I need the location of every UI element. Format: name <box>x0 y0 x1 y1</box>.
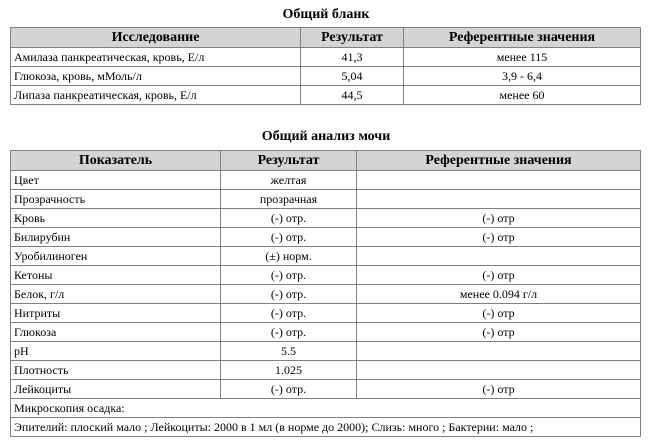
row-result: (-) отр. <box>221 323 357 342</box>
header-result: Результат <box>221 151 357 171</box>
table-row <box>11 342 641 361</box>
microscopy-text-row <box>11 418 641 437</box>
microscopy-text: Эпителий: плоский мало ; Лейкоциты: 2000 в 1 мл (в норме до 2000); Слизь: много ; Бактерии: мало ; <box>11 418 641 437</box>
row-reference <box>357 190 641 209</box>
row-name: Амилаза панкреатическая, кровь, Е/л <box>11 48 301 67</box>
microscopy-label-row <box>11 399 641 418</box>
row-reference <box>357 171 641 190</box>
header-reference: Референтные значения <box>357 151 641 171</box>
row-reference: менее 115 <box>404 48 641 67</box>
row-reference <box>357 361 641 380</box>
row-name: Липаза панкреатическая, кровь, Е/л <box>11 86 301 105</box>
row-name: Кровь <box>11 209 221 228</box>
row-reference: (-) отр <box>357 228 641 247</box>
table-row <box>11 380 641 399</box>
row-reference: (-) отр <box>357 323 641 342</box>
row-result: (±) норм. <box>221 247 357 266</box>
row-result: (-) отр. <box>221 304 357 323</box>
header-result: Результат <box>301 28 404 48</box>
urine-header-row <box>11 151 641 171</box>
table-row <box>11 209 641 228</box>
table-row <box>11 190 641 209</box>
row-name: Кетоны <box>11 266 221 285</box>
row-reference: 3,9 - 6,4 <box>404 67 641 86</box>
general-title: Общий бланк <box>282 7 370 22</box>
row-name: Лейкоциты <box>11 380 221 399</box>
row-reference: менее 60 <box>404 86 641 105</box>
table-row <box>11 86 641 105</box>
row-result: (-) отр. <box>221 209 357 228</box>
row-result: (-) отр. <box>221 266 357 285</box>
row-result: желтая <box>221 171 357 190</box>
row-name: Билирубин <box>11 228 221 247</box>
row-reference: менее 0.094 г/л <box>357 285 641 304</box>
row-name: Глюкоза, кровь, мМоль/л <box>11 67 301 86</box>
table-row <box>11 323 641 342</box>
row-name: Плотность <box>11 361 221 380</box>
row-result: (-) отр. <box>221 228 357 247</box>
table-row <box>11 48 641 67</box>
row-reference: (-) отр <box>357 304 641 323</box>
row-reference: (-) отр <box>357 209 641 228</box>
header-indicator: Показатель <box>11 151 221 171</box>
row-name: pH <box>11 342 221 361</box>
table-row <box>11 361 641 380</box>
row-result: прозрачная <box>221 190 357 209</box>
row-result: 1.025 <box>221 361 357 380</box>
table-row <box>11 285 641 304</box>
row-result: 5,04 <box>301 67 404 86</box>
row-reference <box>357 342 641 361</box>
row-reference: (-) отр <box>357 266 641 285</box>
row-result: 44,5 <box>301 86 404 105</box>
table-row <box>11 266 641 285</box>
header-reference: Референтные значения <box>404 28 641 48</box>
general-header-row <box>11 28 641 48</box>
urine-table <box>10 150 641 437</box>
table-row <box>11 67 641 86</box>
row-result: 41,3 <box>301 48 404 67</box>
row-name: Глюкоза <box>11 323 221 342</box>
header-study: Исследование <box>11 28 301 48</box>
row-reference <box>357 247 641 266</box>
table-row <box>11 247 641 266</box>
row-reference: (-) отр <box>357 380 641 399</box>
urine-title: Общий анализ мочи <box>261 129 391 144</box>
row-name: Белок, г/л <box>11 285 221 304</box>
table-row <box>11 228 641 247</box>
table-row <box>11 304 641 323</box>
row-result: (-) отр. <box>221 285 357 304</box>
row-result: 5.5 <box>221 342 357 361</box>
row-name: Цвет <box>11 171 221 190</box>
microscopy-label: Микроскопия осадка: <box>11 399 641 418</box>
general-table <box>10 27 641 105</box>
table-row <box>11 171 641 190</box>
row-name: Уробилиноген <box>11 247 221 266</box>
row-result: (-) отр. <box>221 380 357 399</box>
row-name: Прозрачность <box>11 190 221 209</box>
row-name: Нитриты <box>11 304 221 323</box>
